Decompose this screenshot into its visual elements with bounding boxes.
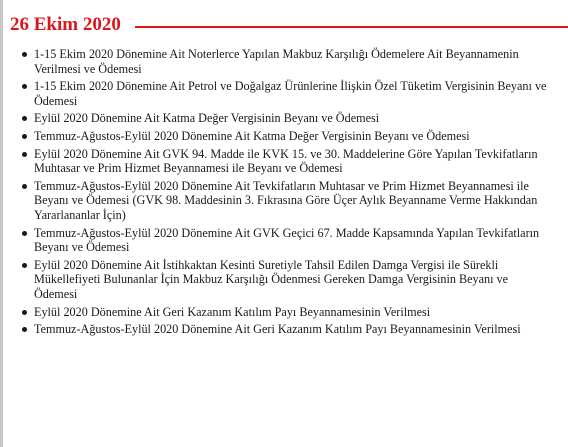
heading-rule xyxy=(135,26,568,28)
list-item: Eylül 2020 Dönemine Ait Katma Değer Vergisinin Beyanı ve Ödemesi xyxy=(34,111,552,126)
list-item: Temmuz-Ağustos-Eylül 2020 Dönemine Ait Katma Değer Vergisinin Beyanı ve Ödemesi xyxy=(34,129,552,144)
list-item: Eylül 2020 Dönemine Ait Geri Kazanım Katılım Payı Beyannamesinin Verilmesi xyxy=(34,305,552,320)
list-item: Temmuz-Ağustos-Eylül 2020 Dönemine Ait Tevkifatların Muhtasar ve Prim Hizmet Beyannamesi ile Beyanı ve Ödemesi (GVK 98. Maddesinin 3. Fıkrasına Göre Üçer Aylık Beyanname Verme Hakkından Yararlananlar İçin) xyxy=(34,179,552,223)
date-heading: 26 Ekim 2020 xyxy=(10,14,121,35)
list-item: Eylül 2020 Dönemine Ait İstihkaktan Kesinti Suretiyle Tahsil Edilen Damga Vergisi ile Sürekli Mükellefiyeti Bulunanlar İçin Makbuz Karşılığı Ödenmesi Gereken Damga Vergisinin Beyanı ve Ödemesi xyxy=(34,258,552,302)
date-header xyxy=(10,13,568,43)
list-item: Eylül 2020 Dönemine Ait GVK 94. Madde ile KVK 15. ve 30. Maddelerine Göre Yapılan Tevkifatların Muhtasar ve Prim Hizmet Beyannamesi ile Beyanı ve Ödemesi xyxy=(34,147,552,176)
tax-deadline-list xyxy=(0,47,552,340)
list-item: 1-15 Ekim 2020 Dönemine Ait Noterlerce Yapılan Makbuz Karşılığı Ödemelere Ait Beyannamenin Verilmesi ve Ödemesi xyxy=(34,47,552,76)
list-item: Temmuz-Ağustos-Eylül 2020 Dönemine Ait Geri Kazanım Katılım Payı Beyannamesinin Verilmesi xyxy=(34,322,552,337)
list-item: Temmuz-Ağustos-Eylül 2020 Dönemine Ait GVK Geçici 67. Madde Kapsamında Yapılan Tevkifatların Beyanı ve Ödemesi xyxy=(34,226,552,255)
list-item: 1-15 Ekim 2020 Dönemine Ait Petrol ve Doğalgaz Ürünlerine İlişkin Özel Tüketim Vergisinin Beyanı ve Ödemesi xyxy=(34,79,552,108)
